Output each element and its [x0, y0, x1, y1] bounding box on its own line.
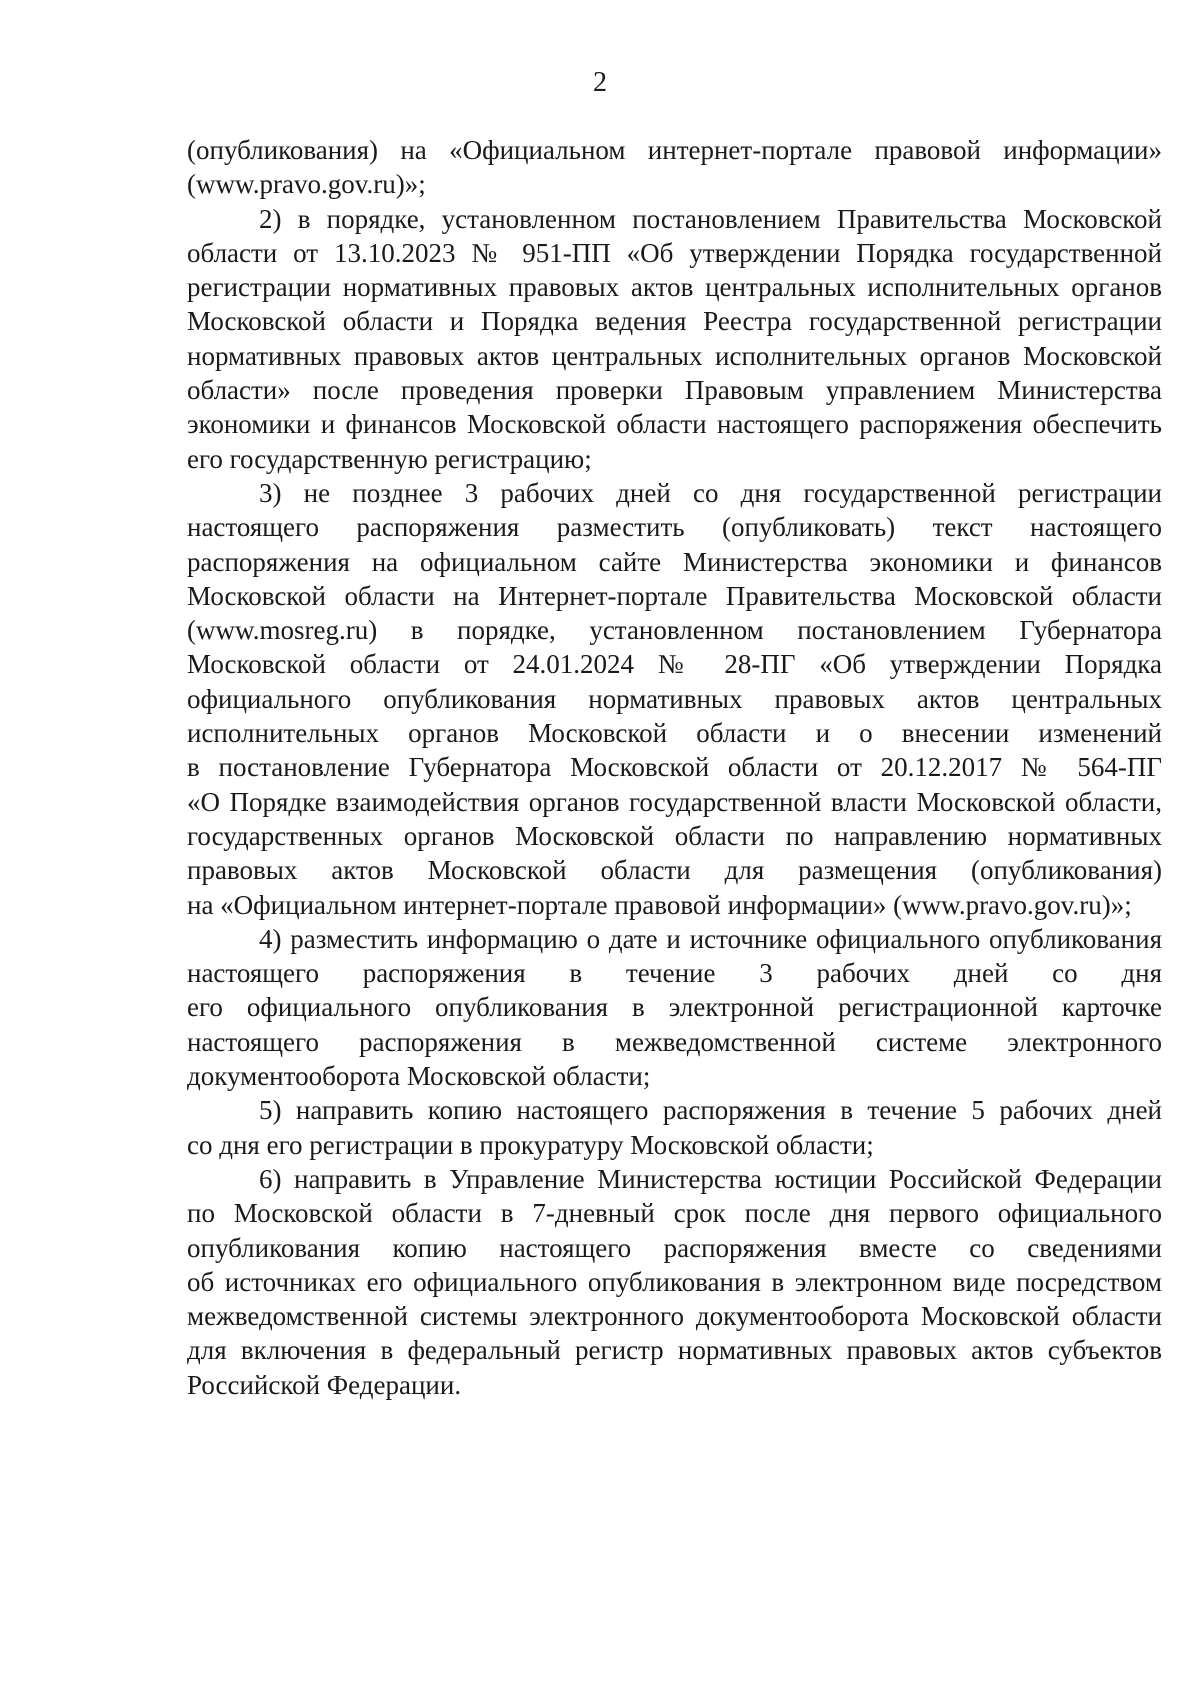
- text-line: настоящего распоряжения в течение 3 рабочих дней со дня: [187, 958, 1162, 989]
- text-line: со дня его регистрации в прокуратуру Московской области;: [187, 1129, 874, 1160]
- text-line: нормативных правовых актов центральных исполнительных органов Московской: [187, 340, 1162, 371]
- text-line: экономики и финансов Московской области настоящего распоряжения обеспечить: [187, 409, 1162, 440]
- text-line: для включения в федеральный регистр нормативных правовых актов субъектов: [187, 1335, 1162, 1366]
- text-line: документооборота Московской области;: [187, 1061, 651, 1092]
- text-line: об источниках его официального опубликования в электронном виде посредством: [187, 1266, 1162, 1297]
- paragraph-6-start: 6) направить в Управление Министерства юстиции Российской Федерации: [259, 1163, 1162, 1194]
- text-line: (www.pravo.gov.ru)»;: [187, 169, 426, 200]
- text-line: межведомственной системы электронного документооборота Московской области: [187, 1301, 1162, 1332]
- text-line: области» после проведения проверки Правовым управлением Министерства: [187, 375, 1162, 406]
- text-line: по Московской области в 7-дневный срок после дня первого официального: [187, 1198, 1162, 1229]
- text-line: его государственную регистрацию;: [187, 443, 592, 474]
- text-line: настоящего распоряжения в межведомственной системе электронного: [187, 1026, 1162, 1057]
- paragraph-3-start: 3) не позднее 3 рабочих дней со дня государственной регистрации: [259, 477, 1162, 508]
- text-line: опубликования копию настоящего распоряжения вместе со сведениями: [187, 1232, 1162, 1263]
- text-line: на «Официальном интернет-портале правовой информации» (www.pravo.gov.ru)»;: [187, 889, 1132, 920]
- paragraph-2-start: 2) в порядке, установленном постановлением Правительства Московской: [259, 203, 1162, 234]
- text-line: Московской области от 24.01.2024 № 28-ПГ «Об утверждении Порядка: [187, 649, 1162, 680]
- text-line: распоряжения на официальном сайте Министерства экономики и финансов: [187, 546, 1162, 577]
- document-body: [187, 133, 1162, 1402]
- text-line: исполнительных органов Московской области и о внесении изменений: [187, 718, 1162, 749]
- text-line: правовых актов Московской области для размещения (опубликования): [187, 855, 1162, 886]
- paragraph-4-start: 4) разместить информацию о дате и источнике официального опубликования: [259, 923, 1162, 954]
- text-line: в постановление Губернатора Московской области от 20.12.2017 № 564-ПГ: [187, 752, 1162, 783]
- text-line: официального опубликования нормативных правовых актов центральных: [187, 683, 1162, 714]
- text-line: «О Порядке взаимодействия органов государственной власти Московской области,: [187, 786, 1162, 817]
- text-line: его официального опубликования в электронной регистрационной карточке: [187, 992, 1162, 1023]
- text-line: государственных органов Московской области по направлению нормативных: [187, 820, 1162, 851]
- text-line: (опубликования) на «Официальном интернет-портале правовой информации»: [187, 135, 1162, 165]
- page-number: 2: [593, 67, 607, 98]
- paragraph-5-start: 5) направить копию настоящего распоряжения в течение 5 рабочих дней: [259, 1095, 1162, 1126]
- text-line: области от 13.10.2023 № 951-ПП «Об утверждении Порядка государственной: [187, 237, 1162, 268]
- text-line: Московской области на Интернет-портале Правительства Московской области: [187, 580, 1162, 611]
- text-line: (www.mosreg.ru) в порядке, установленном постановлением Губернатора: [187, 615, 1162, 646]
- text-line: Московской области и Порядка ведения Реестра государственной регистрации: [187, 306, 1162, 337]
- text-line: Российской Федерации.: [187, 1369, 462, 1400]
- text-line: настоящего распоряжения разместить (опубликовать) текст настоящего: [187, 512, 1162, 543]
- text-line: регистрации нормативных правовых актов центральных исполнительных органов: [187, 272, 1162, 303]
